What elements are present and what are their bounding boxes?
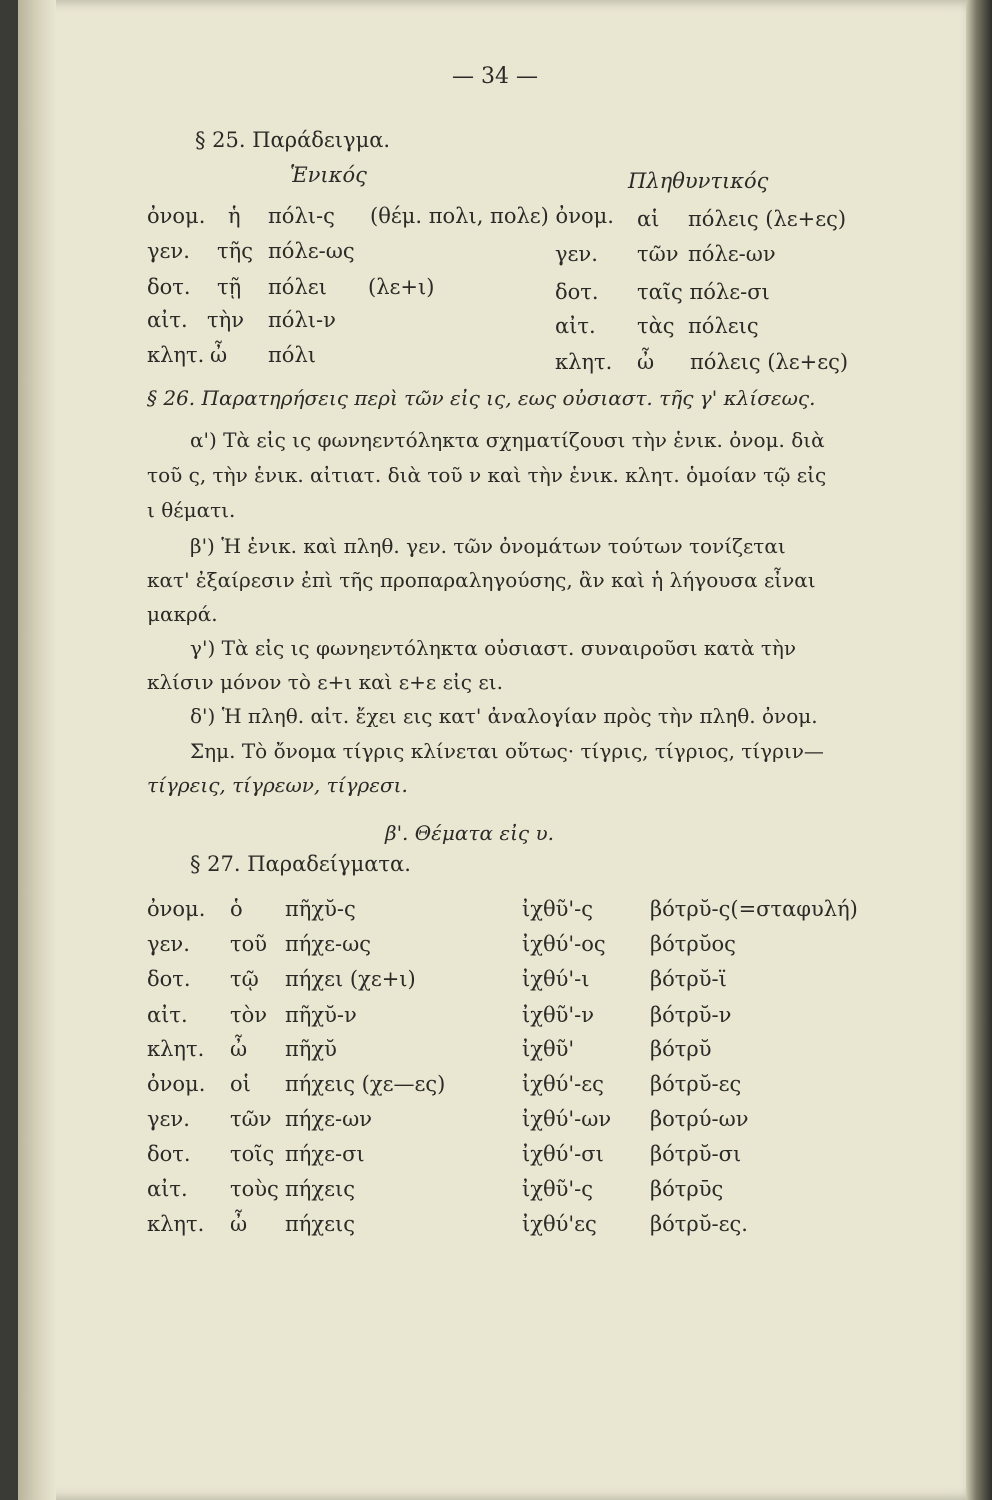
s27-article: τοῦ bbox=[230, 932, 268, 956]
s27-article: τοὺς bbox=[230, 1177, 279, 1201]
s27-form-pechys: πήχε-ων bbox=[285, 1107, 372, 1131]
s27-article: ὦ bbox=[230, 1037, 248, 1061]
s25-form: πόλει bbox=[268, 275, 327, 299]
s25-plural-article: ὦ bbox=[637, 350, 655, 374]
s25-plural-case-label: δοτ. bbox=[555, 280, 599, 304]
s26-line: μακρά. bbox=[147, 602, 218, 626]
section-27-heading: § 27. Παραδείγματα. bbox=[190, 852, 411, 876]
s26-line: ι θέματι. bbox=[147, 498, 236, 522]
s25-note: (θέμ. πολι, πολε) ὀνομ. bbox=[370, 204, 614, 228]
section-25-heading: § 25. Παράδειγμα. bbox=[195, 128, 391, 152]
s25-plural-form: πόλε-ων bbox=[688, 242, 776, 266]
s25-plural-article: τῶν bbox=[637, 242, 679, 266]
s27-article: τῶν bbox=[230, 1107, 272, 1131]
section-26-heading: § 26. Παρατηρήσεις περὶ τῶν εἰς ις, εως οὐσιαστ. τῆς γ' κλίσεως. bbox=[147, 386, 816, 410]
s25-case-label: ὀνομ. bbox=[147, 204, 206, 228]
s27-case-label: γεν. bbox=[147, 1107, 190, 1131]
s25-form: πόλι bbox=[268, 343, 316, 367]
s25-form: πόλι-ς bbox=[268, 204, 335, 228]
s27-form-ichthys: ἰχθύ'-σι bbox=[522, 1142, 604, 1166]
s25-plural-form: πόλεις bbox=[688, 314, 759, 338]
s27-case-label: αἰτ. bbox=[147, 1177, 188, 1201]
s27-form-botrys: βότρῠ bbox=[650, 1037, 712, 1061]
s27-form-ichthys: ἰχθῦ'-ς bbox=[522, 897, 593, 921]
s27-form-botrys: βότρῠ-ες bbox=[650, 1072, 742, 1096]
s27-form-botrys: βοτρύ-ων bbox=[650, 1107, 749, 1131]
s26-line: α') Τὰ εἰς ις φωνηεντόληκτα σχηματίζουσι τὴν ἑνικ. ὀνομ. διὰ bbox=[190, 428, 825, 452]
s26-line: γ') Τὰ εἰς ις φωνηεντόληκτα οὐσιαστ. συναιροῦσι κατὰ τὴν bbox=[190, 636, 797, 660]
s27-case-label: δοτ. bbox=[147, 967, 191, 991]
s27-form-botrys: βότρῠ-ϊ bbox=[650, 967, 727, 991]
s27-article: τὸν bbox=[230, 1003, 268, 1027]
s26-note-line: Σημ. Τὸ ὄνομα τίγρις κλίνεται οὕτως· τίγρις, τίγριος, τίγριν— bbox=[190, 739, 824, 763]
s27-article: ὦ bbox=[230, 1212, 248, 1236]
s27-article: ὁ bbox=[230, 897, 243, 921]
s27-form-pechys: πήχε-σι bbox=[285, 1142, 365, 1166]
s27-form-ichthys: ἰχθύ'ες bbox=[522, 1212, 597, 1236]
s25-case-label: κλητ. bbox=[147, 343, 205, 367]
s25-plural-case-label: κλητ. bbox=[555, 350, 613, 374]
page-number: — 34 — bbox=[452, 64, 538, 89]
plural-column-heading: Πληθυντικός bbox=[628, 169, 769, 193]
s27-form-ichthys: ἰχθύ'-ες bbox=[522, 1072, 604, 1096]
s25-plural-case-label: αἰτ. bbox=[555, 314, 596, 338]
s25-form: πόλε-ως bbox=[268, 239, 355, 263]
page-edge bbox=[966, 0, 992, 1500]
s27-form-ichthys: ἰχθύ'-ος bbox=[522, 932, 606, 956]
s27-case-label: γεν. bbox=[147, 932, 190, 956]
s27-case-label: αἰτ. bbox=[147, 1003, 188, 1027]
singular-column-heading: Ἑνικός bbox=[290, 163, 367, 187]
s26-note-line: τίγρεις, τίγρεων, τίγρεσι. bbox=[147, 773, 408, 797]
s26-line: β') Ἡ ἑνικ. καὶ πληθ. γεν. τῶν ὀνομάτων τούτων τονίζεται bbox=[190, 534, 786, 558]
s27-form-pechys: πῆχῠ-ς bbox=[285, 897, 356, 921]
s27-form-pechys: πήχει (χε+ι) bbox=[285, 967, 416, 991]
s27-case-label: ὀνομ. bbox=[147, 1072, 206, 1096]
s27-form-botrys: βότρῡς bbox=[650, 1177, 724, 1201]
s27-case-label: κλητ. bbox=[147, 1212, 205, 1236]
s25-article: ὦ bbox=[210, 343, 228, 367]
s27-form-pechys: πήχεις bbox=[285, 1212, 355, 1236]
s25-article: τὴν bbox=[207, 308, 244, 332]
s27-form-pechys: πῆχῠ-ν bbox=[285, 1003, 357, 1027]
s27-form-ichthys: ἰχθῦ'-ς bbox=[522, 1177, 593, 1201]
s27-form-botrys: βότρῠ-ς(=σταφυλή) bbox=[650, 897, 858, 921]
s25-case-label: δοτ. bbox=[147, 275, 191, 299]
s27-article: τοῖς bbox=[230, 1142, 275, 1166]
page-binding-shadow bbox=[18, 0, 56, 1500]
s27-case-label: κλητ. bbox=[147, 1037, 205, 1061]
s25-plural-form: πόλεις (λε+ες) bbox=[688, 207, 847, 231]
s27-form-pechys: πήχεις bbox=[285, 1177, 355, 1201]
s27-form-botrys: βότρῠ-σι bbox=[650, 1142, 742, 1166]
s25-plural-case-label: γεν. bbox=[555, 242, 598, 266]
s25-form: πόλι-ν bbox=[268, 308, 336, 332]
s25-plural-article: αἱ bbox=[637, 207, 660, 231]
s26-line: κλίσιν μόνον τὸ ε+ι καὶ ε+ε εἰς ει. bbox=[147, 670, 503, 694]
s26-line: δ') Ἡ πληθ. αἰτ. ἔχει εις κατ' ἀναλογίαν πρὸς τὴν πληθ. ὀνομ. bbox=[190, 704, 818, 728]
s25-case-label: γεν. bbox=[147, 239, 190, 263]
s26-line: κατ' ἐξαίρεσιν ἐπὶ τῆς προπαραληγούσης, ἂν καὶ ἡ λήγουσα εἶναι bbox=[147, 568, 816, 592]
s25-article: τῆς bbox=[217, 239, 253, 263]
s27-form-ichthys: ἰχθύ'-ων bbox=[522, 1107, 612, 1131]
s27-article: οἱ bbox=[230, 1072, 251, 1096]
s27-form-ichthys: ἰχθῦ'-ν bbox=[522, 1003, 595, 1027]
s27-case-label: δοτ. bbox=[147, 1142, 191, 1166]
s27-form-botrys: βότρῠ-ν bbox=[650, 1003, 732, 1027]
s27-form-botrys: βότρῠος bbox=[650, 932, 736, 956]
s27-article: τῷ bbox=[230, 967, 259, 991]
s25-plural-form: ταῖς πόλε-σι bbox=[637, 280, 770, 304]
s25-article: τῇ bbox=[217, 275, 242, 299]
s27-form-ichthys: ἰχθῦ' bbox=[522, 1037, 575, 1061]
s25-case-label: αἰτ. bbox=[147, 308, 188, 332]
s27-case-label: ὀνομ. bbox=[147, 897, 206, 921]
s26-line: τοῦ ς, τὴν ἑνικ. αἰτιατ. διὰ τοῦ ν καὶ τὴν ἑνικ. κλητ. ὁμοίαν τῷ εἰς bbox=[147, 463, 827, 487]
s27-form-pechys: πήχε-ως bbox=[285, 932, 371, 956]
s27-form-pechys: πήχεις (χε—ες) bbox=[285, 1072, 446, 1096]
section-beta-heading: β'. Θέματα εἰς υ. bbox=[385, 821, 554, 845]
s25-plural-article: τὰς bbox=[637, 314, 675, 338]
s27-form-pechys: πῆχῠ bbox=[285, 1037, 337, 1061]
s27-form-ichthys: ἰχθύ'-ι bbox=[522, 967, 590, 991]
s25-plural-form: πόλεις (λε+ες) bbox=[690, 350, 849, 374]
s25-article: ἡ bbox=[228, 204, 241, 228]
s25-note: (λε+ι) bbox=[368, 275, 435, 299]
s27-form-botrys: βότρῠ-ες. bbox=[650, 1212, 748, 1236]
